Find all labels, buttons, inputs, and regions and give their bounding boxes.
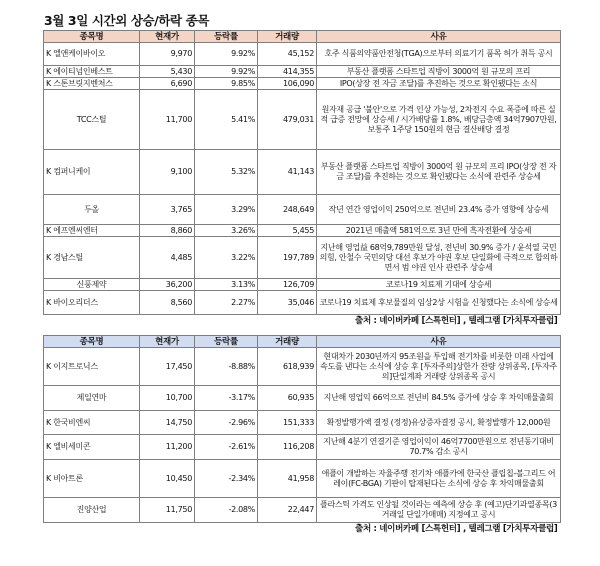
stock-price: 6,690 (140, 78, 195, 90)
stock-price: 5,430 (140, 66, 195, 78)
stock-price: 9,100 (140, 150, 195, 195)
stock-reason: 코로나19 치료제 후보물질의 임상2상 시험을 신청했다는 소식에 상승세 (317, 291, 561, 315)
stock-reason: 부동산 플랫폼 스타트업 직방이 3000억 원 규모의 프리 (317, 66, 561, 78)
table-row (44, 43, 561, 66)
stock-change: 3.22% (195, 237, 258, 279)
table-row (44, 90, 561, 150)
stock-name: K 엘앤케이바이오 (44, 43, 140, 66)
fall-table (43, 335, 561, 534)
rise-header-change: 등락률 (195, 31, 258, 43)
stock-volume: 22,447 (258, 498, 317, 523)
stock-change: 3.13% (195, 279, 258, 291)
rise-header-volume: 거래량 (258, 31, 317, 43)
stock-reason: 지난해 영업익 66억으로 전년비 84.5% 증가에 상승 후 차익매물출회 (317, 386, 561, 411)
fall-header-volume: 거래량 (258, 336, 317, 348)
fall-header-row (44, 336, 561, 348)
table-row (44, 435, 561, 460)
table-row (44, 237, 561, 279)
stock-reason: 애플이 개발하는 자율주행 전기차 애플카에 한국산 플립칩-볼그리드 어레이(FC-BGA) 기판이 탑재된다는 소식에 상승 후 차익매물출회 (317, 460, 561, 498)
stock-name: K 바이오리더스 (44, 291, 140, 315)
stock-reason: 플라스틱 가격도 인상될 것이라는 예측에 상승 후 (예고)단기과열종목(3거래일 단일가매매) 지정예고 공시 (317, 498, 561, 523)
stock-change: 9.85% (195, 78, 258, 90)
stock-reason: 코로나19 치료제 기대에 상승세 (317, 279, 561, 291)
stock-volume: 248,649 (258, 195, 317, 225)
stock-price: 11,750 (140, 498, 195, 523)
stock-price: 10,700 (140, 386, 195, 411)
stock-change: -3.17% (195, 386, 258, 411)
stock-name: K 한국비엔씨 (44, 411, 140, 435)
stock-change: -2.34% (195, 460, 258, 498)
table-row (44, 279, 561, 291)
stock-reason: 원자재 공급 '불안'으로 가격 인상 가능성, 2차전지 수요 폭증에 따른 실적 급증 전망에 상승세 / 시가배당률 1.8%, 배당금총액 34억7907만원, 보통주 1주당 150원의 현금 결산배당 결정 (317, 90, 561, 150)
stock-reason: 호주 식품의약품안전청(TGA)으로부터 의료기기 품목 허가 취득 공시 (317, 43, 561, 66)
stock-reason: 확정발행가액 결정 (정정)유상증자결정 공시, 확정발행가 12,000원 (317, 411, 561, 435)
stock-name: K 경남스틸 (44, 237, 140, 279)
rise-source: 출처 : 네이버카페 [스톡헌터] , 텔레그램 [가치투자클럽] (355, 316, 558, 326)
stock-price: 4,485 (140, 237, 195, 279)
stock-name: TCC스틸 (44, 90, 140, 150)
rise-header-reason: 사유 (317, 31, 561, 43)
fall-header-price: 현재가 (140, 336, 195, 348)
stock-price: 11,200 (140, 435, 195, 460)
page-title: 3월 3일 시간외 상승/하락 종목 (44, 13, 209, 28)
stock-change: 9.92% (195, 66, 258, 78)
stock-change: 9.92% (195, 43, 258, 66)
stock-change: -8.88% (195, 348, 258, 386)
stock-price: 17,450 (140, 348, 195, 386)
table-row (44, 386, 561, 411)
stock-volume: 35,046 (258, 291, 317, 315)
rise-header-name: 종목명 (44, 31, 140, 43)
stock-name: K 엘비세미콘 (44, 435, 140, 460)
stock-reason: 지난해 영업益 68억9,789만원 달성, 전년비 30.9% 증가 / 윤석열 국민의힘, 안철수 국민의당 대선 후보가 야권 후보 단일화에 극적으로 합의하면서 범 야권 인사 관련주 상승세 (317, 237, 561, 279)
stock-reason: 부동산 플랫폼 스타트업 직방이 3000억 원 규모의 프리 IPO(상장 전 자금 조달)를 추진하는 것으로 확인됐다는 소식에 관련주 상승세 (317, 150, 561, 195)
stock-volume: 60,935 (258, 386, 317, 411)
table-row (44, 498, 561, 523)
stock-volume: 126,709 (258, 279, 317, 291)
stock-volume: 41,143 (258, 150, 317, 195)
stock-name: 두올 (44, 195, 140, 225)
stock-volume: 479,031 (258, 90, 317, 150)
stock-price: 36,200 (140, 279, 195, 291)
rise-table (43, 30, 561, 326)
stock-volume: 45,152 (258, 43, 317, 66)
stock-change: -2.96% (195, 411, 258, 435)
table-row (44, 66, 561, 78)
stock-volume: 5,455 (258, 225, 317, 237)
table-row (44, 225, 561, 237)
stock-volume: 151,333 (258, 411, 317, 435)
rise-header-row (44, 31, 561, 43)
stock-change: 2.27% (195, 291, 258, 315)
stock-price: 11,700 (140, 90, 195, 150)
stock-change: -2.61% (195, 435, 258, 460)
stock-reason: IPO(상장 전 자금 조달)를 추진하는 것으로 확인됐다는 소식 (317, 78, 561, 90)
stock-reason: 지난해 4분기 연결기준 영업이익이 46억7700만원으로 전년동기대비 70.7% 감소 공시 (317, 435, 561, 460)
fall-header-change: 등락률 (195, 336, 258, 348)
stock-price: 14,750 (140, 411, 195, 435)
stock-name: K 컴퍼니케이 (44, 150, 140, 195)
stock-volume: 197,789 (258, 237, 317, 279)
stock-name: K 에이티넘인베스트 (44, 66, 140, 78)
stock-change: 5.32% (195, 150, 258, 195)
stock-price: 9,970 (140, 43, 195, 66)
stock-name: K 스톤브릿지벤처스 (44, 78, 140, 90)
stock-name: K 이지트로닉스 (44, 348, 140, 386)
stock-volume: 106,090 (258, 78, 317, 90)
fall-header-name: 종목명 (44, 336, 140, 348)
rise-header-price: 현재가 (140, 31, 195, 43)
table-row (44, 348, 561, 386)
stock-reason: 현대차가 2030년까지 95조원을 투입해 전기차를 비롯한 미래 사업에 속도를 낸다는 소식에 상승 후 [투자주의]상한가 잔량 상위종목, [투자주의]단일계좌 거래량 상위종목 공시 (317, 348, 561, 386)
stock-name: K 비아트론 (44, 460, 140, 498)
table-row (44, 460, 561, 498)
stock-price: 3,765 (140, 195, 195, 225)
stock-volume: 116,208 (258, 435, 317, 460)
stock-reason: 2021년 매출액 581억으로 3년 만에 흑자전환에 상승세 (317, 225, 561, 237)
stock-volume: 618,939 (258, 348, 317, 386)
stock-name: 신풍제약 (44, 279, 140, 291)
stock-price: 8,560 (140, 291, 195, 315)
stock-price: 10,450 (140, 460, 195, 498)
table-row (44, 195, 561, 225)
stock-reason: 작년 연간 영업이익 250억으로 전년비 23.4% 증가 영향에 상승세 (317, 195, 561, 225)
stock-change: -2.08% (195, 498, 258, 523)
stock-name: K 에프엔씨엔터 (44, 225, 140, 237)
table-row (44, 291, 561, 315)
fall-header-reason: 사유 (317, 336, 561, 348)
table-row (44, 78, 561, 90)
stock-name: 진양산업 (44, 498, 140, 523)
table-row (44, 150, 561, 195)
stock-change: 3.29% (195, 195, 258, 225)
stock-change: 3.26% (195, 225, 258, 237)
stock-volume: 414,355 (258, 66, 317, 78)
table-row (44, 411, 561, 435)
stock-price: 8,860 (140, 225, 195, 237)
fall-source: 출처 : 네이버카페 [스톡헌터] , 텔레그램 [가치투자클럽] (355, 524, 558, 534)
stock-change: 5.41% (195, 90, 258, 150)
stock-volume: 41,958 (258, 460, 317, 498)
stock-name: 제일연마 (44, 386, 140, 411)
